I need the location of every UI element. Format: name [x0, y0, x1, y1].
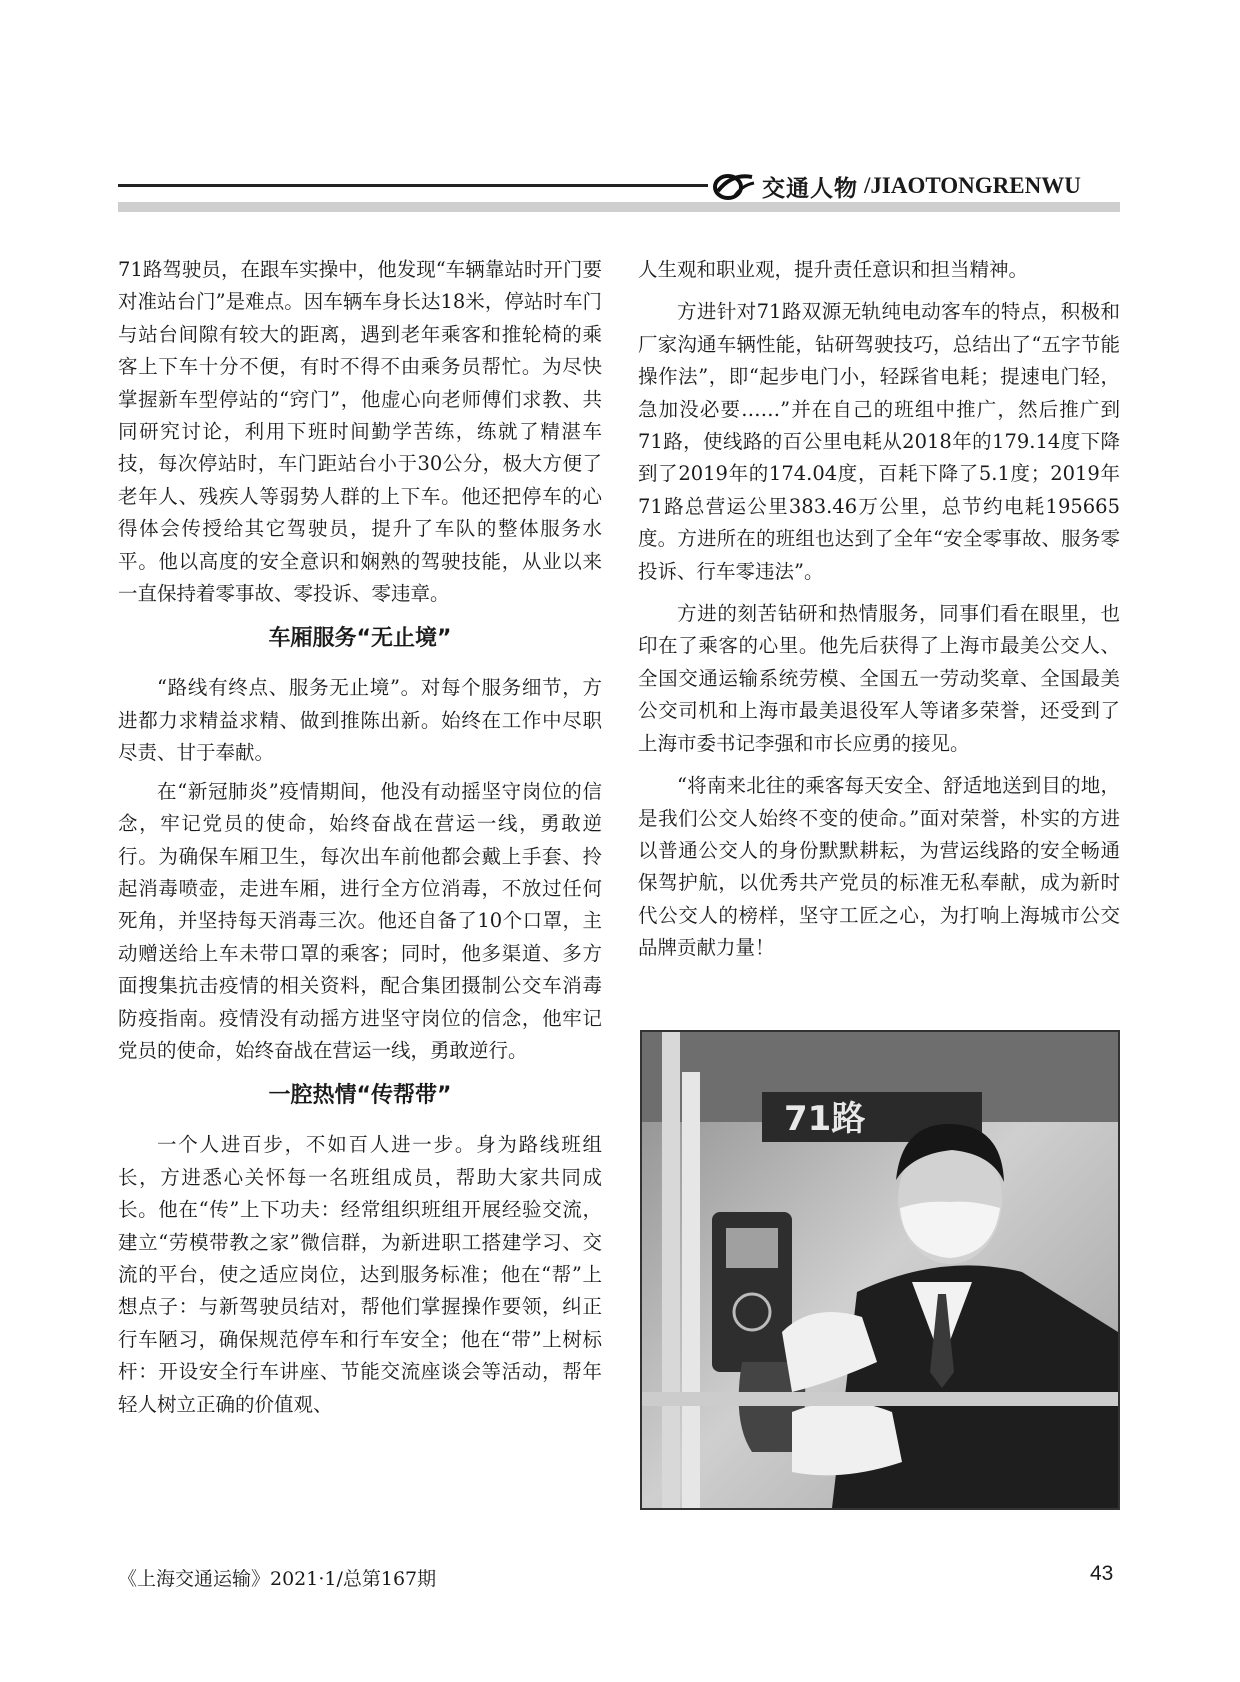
subheading-mentoring: 一腔热情“传帮带”	[268, 1083, 452, 1109]
paragraph: “将南来北往的乘客每天安全、舒适地送到目的地，是我们公交人始终不变的使命。”面对荣誉，朴实的方进以普通公交人的身份默默耕耘，为营运线路的安全畅通保驾护航，以优秀共产党员的标准无私奉献，成为新时代公交人的榜样，坚守工匠之心，为打响上海城市公交品牌贡献力量！	[638, 774, 1120, 960]
journal-citation: 《上海交通运输》2021·1/总第167期	[118, 1568, 437, 1590]
section-title-cn: 交通人物	[762, 174, 858, 202]
header-rule	[118, 184, 708, 187]
subheading-service: 车厢服务“无止境”	[268, 626, 452, 652]
route-sign: 71路	[784, 1099, 866, 1139]
paragraph: “路线有终点、服务无止境”。对每个服务细节，方进都力求精益求精、做到推陈出新。始终在工作中尽职尽责、甘于奉献。	[118, 676, 602, 765]
paragraph: 人生观和职业观，提升责任意识和担当精神。	[638, 258, 1029, 281]
page-number: 43	[1090, 1562, 1114, 1585]
article-left-column	[118, 254, 602, 1421]
section-title-en: /JIAOTONGRENWU	[864, 173, 1081, 198]
header-section-title	[712, 168, 1081, 204]
paragraph: 方进的刻苦钻研和热情服务，同事们看在眼里，也印在了乘客的心里。他先后获得了上海市最美公交人、全国交通运输系统劳模、全国五一劳动奖章、全国最美公交司机和上海市最美退役军人等诸多荣誉，还受到了上海市委书记李强和市长应勇的接见。	[638, 602, 1120, 755]
paragraph: 方进针对71路双源无轨纯电动客车的特点，积极和厂家沟通车辆性能，钻研驾驶技巧，总结出了“五字节能操作法”，即“起步电门小，轻踩省电耗；提速电门轻，急加没必要……”并在自己的班组中推广，然后推广到71路，使线路的百公里电耗从2018年的179.14度下降到了2019年的174.04度，百耗下降了5.1度；2019年71路总营运公里383.46万公里，总节约电耗195665度。方进所在的班组也达到了全年“安全零事故、服务零投诉、行车零违法”。	[638, 300, 1120, 583]
magazine-logo-icon	[712, 171, 756, 201]
driver-disinfecting-photo	[640, 1030, 1120, 1510]
paragraph: 在“新冠肺炎”疫情期间，他没有动摇坚守岗位的信念，牢记党员的使命，始终奋战在营运一线，勇敢逆行。为确保车厢卫生，每次出车前他都会戴上手套、拎起消毒喷壶，走进车厢，进行全方位消毒，不放过任何死角，并坚持每天消毒三次。他还自备了10个口罩，主动赠送给上车未带口罩的乘客；同时，他多渠道、多方面搜集抗击疫情的相关资料，配合集团摄制公交车消毒防疫指南。疫情没有动摇方进坚守岗位的信念，他牢记党员的使命，始终奋战在营运一线，勇敢逆行。	[118, 779, 602, 1062]
header-band	[118, 202, 1120, 212]
paragraph: 一个人进百步，不如百人进一步。身为路线班组长，方进悉心关怀每一名班组成员，帮助大家共同成长。他在“传”上下功夫：经常组织班组开展经验交流，建立“劳模带教之家”微信群，为新进职工搭建学习、交流的平台，使之适应岗位，达到服务标准；他在“帮”上想点子：与新驾驶员结对，帮他们掌握操作要领，纠正行车陋习，确保规范停车和行车安全；他在“带”上树标杆：开设安全行车讲座、节能交流座谈会等活动，帮年轻人树立正确的价值观、	[118, 1133, 602, 1416]
paragraph: 71路驾驶员，在跟车实操中，他发现“车辆靠站时开门要对准站台门”是难点。因车辆车身长达18米，停站时车门与站台间隙有较大的距离，遇到老年乘客和推轮椅的乘客上下车十分不便，有时不得不由乘务员帮忙。为尽快掌握新车型停站的“窍门”，他虚心向老师傅们求教、共同研究讨论，利用下班时间勤学苦练，练就了精湛车技，每次停站时，车门距站台小于30公分，极大方便了老年人、残疾人等弱势人群的上下车。他还把停车的心得体会传授给其它驾驶员，提升了车队的整体服务水平。他以高度的安全意识和娴熟的驾驶技能，从业以来一直保持着零事故、零投诉、零违章。	[118, 258, 602, 606]
photo-illustration	[642, 1032, 1118, 1508]
article-right-column	[638, 254, 1120, 965]
